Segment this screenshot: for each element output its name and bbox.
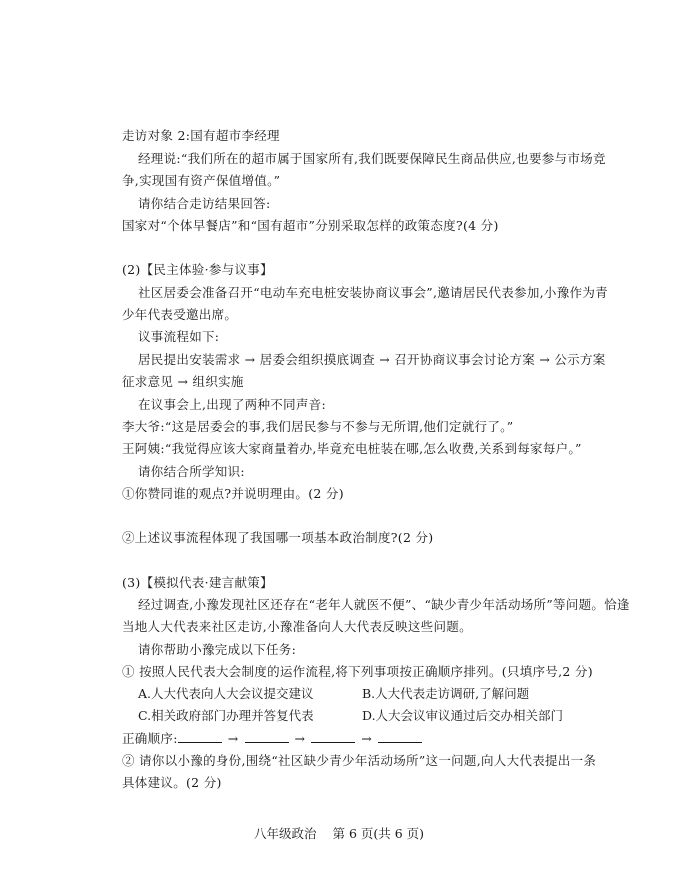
order-answer-row [122,731,422,747]
answer-blank-2[interactable] [245,731,289,743]
task-1: ① 按照人民代表大会制度的运作流程,将下列事项按正确顺序排列。(只填序号,2 分) [122,664,593,679]
section2-prompt: 请你结合所学知识: [138,464,245,479]
interviewee-line: 走访对象 2:国有超市李经理 [122,128,280,143]
task-2-line-1: ② 请你以小豫的身份,围绕“社区缺少青少年活动场所”这一问题,向人大代表提出一条 [122,753,597,768]
footer-subject: 八年级政治 [253,826,317,841]
order-label: 正确顺序: [122,731,178,746]
flow-line-1: 居民提出安装需求 → 居委会组织摸底调查 → 召开协商议事会讨论方案 → 公示方案 [138,352,606,367]
section2-question-1: ①你赞同谁的观点?并说明理由。(2 分) [122,486,344,501]
section3-intro-line-1: 经过调查,小豫发现社区还存在“老年人就医不便”、“缺少青少年活动场所”等问题。恰逢 [138,597,630,612]
option-c: C.相关政府部门办理并答复代表 [138,708,314,723]
task-2-line-2: 具体建议。(2 分) [122,775,222,790]
section3-heading: (3)【模拟代表·建言献策】 [122,575,273,590]
section2-intro-line-1: 社区居委会准备召开“电动车充电桩安装协商议事会”,邀请居民代表参加,小豫作为青 [138,285,608,300]
footer-page-number: 第 6 页(共 6 页) [332,826,425,841]
section1-prompt: 请你结合走访结果回答: [138,196,271,211]
option-b: B.人大代表走访调研,了解问题 [362,686,530,701]
arrow-3: → [361,731,373,746]
answer-blank-1[interactable] [178,731,222,743]
section2-heading: (2)【民主体验·参与议事】 [122,262,273,277]
wang-quote: 王阿姨:“我觉得应该大家商量着办,毕竟充电桩装在哪,怎么收费,关系到每家每户。” [122,441,582,456]
li-quote: 李大爷:“这是居委会的事,我们居民参与不参与无所谓,他们定就行了。” [122,419,514,434]
answer-blank-3[interactable] [311,731,355,743]
manager-quote-line-1: 经理说:“我们所在的超市属于国家所有,我们既要保障民生商品供应,也要参与市场竞 [138,151,606,166]
section1-question: 国家对“个体早餐店”和“国有超市”分别采取怎样的政策态度?(4 分) [122,218,499,233]
option-a: A.人大代表向人大会议提交建议 [138,686,314,701]
flow-label: 议事流程如下: [138,329,220,344]
manager-quote-line-2: 争,实现国有资产保值增值。” [122,173,281,188]
section2-intro-line-2: 少年代表受邀出席。 [122,307,238,322]
section3-prompt: 请你帮助小豫完成以下任务: [138,642,297,657]
arrow-2: → [294,731,306,746]
section3-intro-line-2: 当地人大代表来社区走访,小豫准备向人大代表反映这些问题。 [122,619,472,634]
arrow-1: → [227,731,239,746]
option-d: D.人大会议审议通过后交办相关部门 [362,708,564,723]
voices-line: 在议事会上,出现了两种不同声音: [138,397,326,412]
page-footer [0,826,678,842]
flow-line-2: 征求意见 → 组织实施 [122,374,244,389]
answer-blank-4[interactable] [378,731,422,743]
section2-question-2: ②上述议事流程体现了我国哪一项基本政治制度?(2 分) [122,530,434,545]
